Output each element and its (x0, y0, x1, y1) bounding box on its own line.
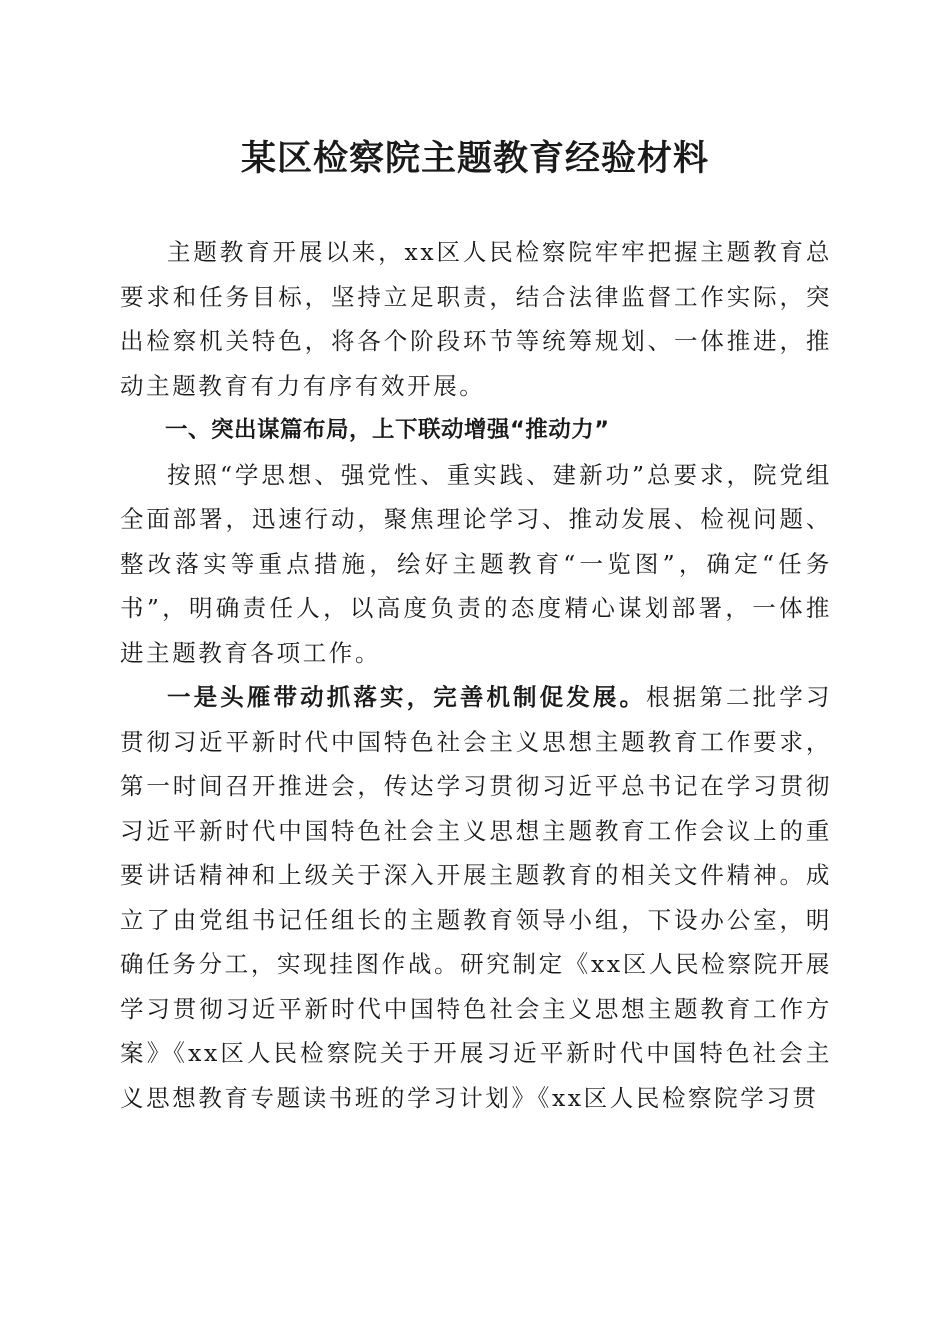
paragraph-point-1 (120, 675, 832, 1120)
point-1-text: 根据第二批学习贯彻习近平新时代中国特色社会主义思想主题教育工作要求，第一时间召开推进会，传达学习贯彻习近平总书记在学习贯彻习近平新时代中国特色社会主义思想主题教育工作会议上的重要讲话精神和上级关于深入开展主题教育的相关文件精神。成立了由党组书记任组长的主题教育领导小组，下设办公室，明确任务分工，实现挂图作战。研究制定《xx区人民检察院开展学习贯彻习近平新时代中国特色社会主义思想主题教育工作方案》《xx区人民检察院关于开展习近平新时代中国特色社会主义思想教育专题读书班的学习计划》《xx区人民检察院学习贯 (120, 683, 832, 1112)
section-heading-1: 一、突出谋篇布局，上下联动增强“推动力” (165, 417, 610, 443)
paragraph-section-1: 按照“学思想、强党性、重实践、建新功”总要求，院党组全面部署，迅速行动，聚焦理论学习、推动发展、检视问题、整改落实等重点措施，绘好主题教育“一览图”，确定“任务书”，明确责任人，以高度负责的态度精心谋划部署，一体推进主题教育各项工作。 (120, 460, 832, 667)
point-1-lead: 一是头雁带动抓落实，完善机制促发展。 (167, 683, 647, 711)
document-title: 某区检察院主题教育经验材料 (240, 138, 709, 179)
paragraph-intro: 主题教育开展以来，xx区人民检察院牢牢把握主题教育总要求和任务目标，坚持立足职责，结合法律监督工作实际，突出检察机关特色，将各个阶段环节等统筹规划、一体推进，推动主题教育有力有序有效开展。 (120, 238, 832, 400)
document-body (120, 230, 832, 1120)
